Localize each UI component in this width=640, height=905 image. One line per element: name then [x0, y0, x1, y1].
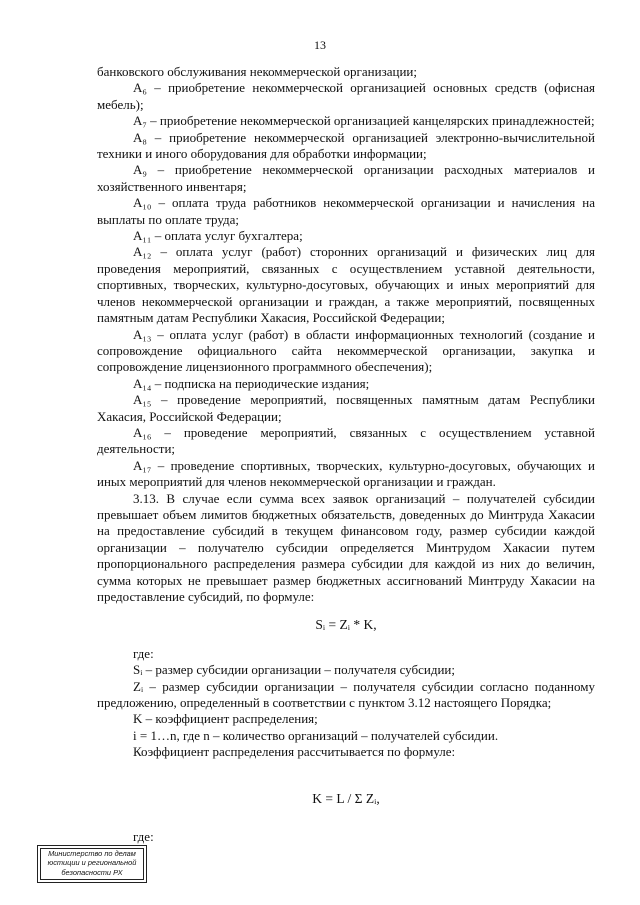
where-label: где: [133, 645, 154, 661]
definition-item: i = 1…n, где n – количество организаций – получателей субсидии. [133, 727, 499, 743]
definition-item: Коэффициент распределения рассчитывается по формуле: [133, 744, 456, 760]
paragraph-list [97, 64, 595, 605]
definition-item: Zᵢ – размер субсидии организации – получателя субсидии согласно поданному предложению, определенный в соответствии с пунктом 3.12 настоящего Порядка; [97, 678, 595, 711]
definition-item: Sᵢ – размер субсидии организации – получателя субсидии; [133, 662, 455, 678]
paragraph: А₁₀ – оплата труда работников некоммерческой организации и начисления на выплаты по оплате труда; [97, 195, 595, 227]
paragraph: А₆ – приобретение некоммерческой организацией основных средств (офисная мебель); [97, 80, 595, 112]
paragraph: А₁₇ – проведение спортивных, творческих, культурно-досуговых, обучающих и иных мероприятий для членов некоммерческой организации и граждан. [97, 457, 595, 490]
paragraph: А₁₆ – проведение мероприятий, связанных с осуществлением уставной деятельности; [97, 424, 595, 457]
paragraph: А₁₂ – оплата услуг (работ) сторонних организаций и физических лиц для проведения мероприятий, связанных с осуществлением уставной деятельности, спортивных, творческих, культурно-досуговых, обучающих и иных мероприятий для членов некоммерческой организации и граждан, а также мероприятий, посвященных памятным датам Республики Хакасия, Российской Федерации; [97, 244, 595, 326]
stamp-line: юстиции и региональной [47, 858, 137, 868]
formula-coefficient: K = L / Σ Zᵢ, [312, 790, 380, 806]
paragraph: банковского обслуживания некоммерческой организации; [97, 64, 417, 79]
paragraph: А₈ – приобретение некоммерческой организацией электронно-вычислительной техники и иного оборудования для обработки информации; [97, 129, 595, 162]
document-body [97, 64, 595, 845]
formula-subsidy: Sᵢ = Zᵢ * K, [315, 617, 377, 633]
definition-item: K – коэффициент распределения; [133, 711, 318, 727]
paragraph: А₇ – приобретение некоммерческой организацией канцелярских принадлежностей; [133, 113, 595, 129]
definition-list [97, 662, 595, 760]
paragraph: А₁₁ – оплата услуг бухгалтера; [133, 228, 303, 244]
paragraph: А₉ – приобретение некоммерческой организации расходных материалов и хозяйственного инвентаря; [97, 162, 595, 194]
paragraph: А₁₅ – проведение мероприятий, посвященных памятным датам Республики Хакасия, Российской Федерации; [97, 392, 595, 424]
paragraph: А₁₃ – оплата услуг (работ) в области информационных технологий (создание и сопровождение официального сайта некоммерческой организации, закупка и сопровождение лицензионного программного обеспечения); [97, 326, 595, 375]
page-number: 13 [314, 38, 326, 52]
paragraph: 3.13. В случае если сумма всех заявок организаций – получателей субсидии превышает объем лимитов бюджетных обязательств, доведенных до Минтруда Хакасии на предоставление субсидий в текущем финансовом году, размер субсидии каждой организации – получателю субсидии определяется Минтрудом Хакасии путем пропорционального распределения размера субсидии для каждой из них до величин, сумма которых не превышает размер бюджетных ассигнований Минтруду Хакасии на предоставление субсидий, по формуле: [97, 490, 595, 604]
stamp-line: Министерство по делам [48, 849, 136, 858]
paragraph: А₁₄ – подписка на периодические издания; [133, 375, 370, 391]
stamp-line: безопасности РХ [61, 867, 123, 877]
ministry-stamp [37, 845, 147, 883]
where-label-2: где: [133, 829, 154, 845]
